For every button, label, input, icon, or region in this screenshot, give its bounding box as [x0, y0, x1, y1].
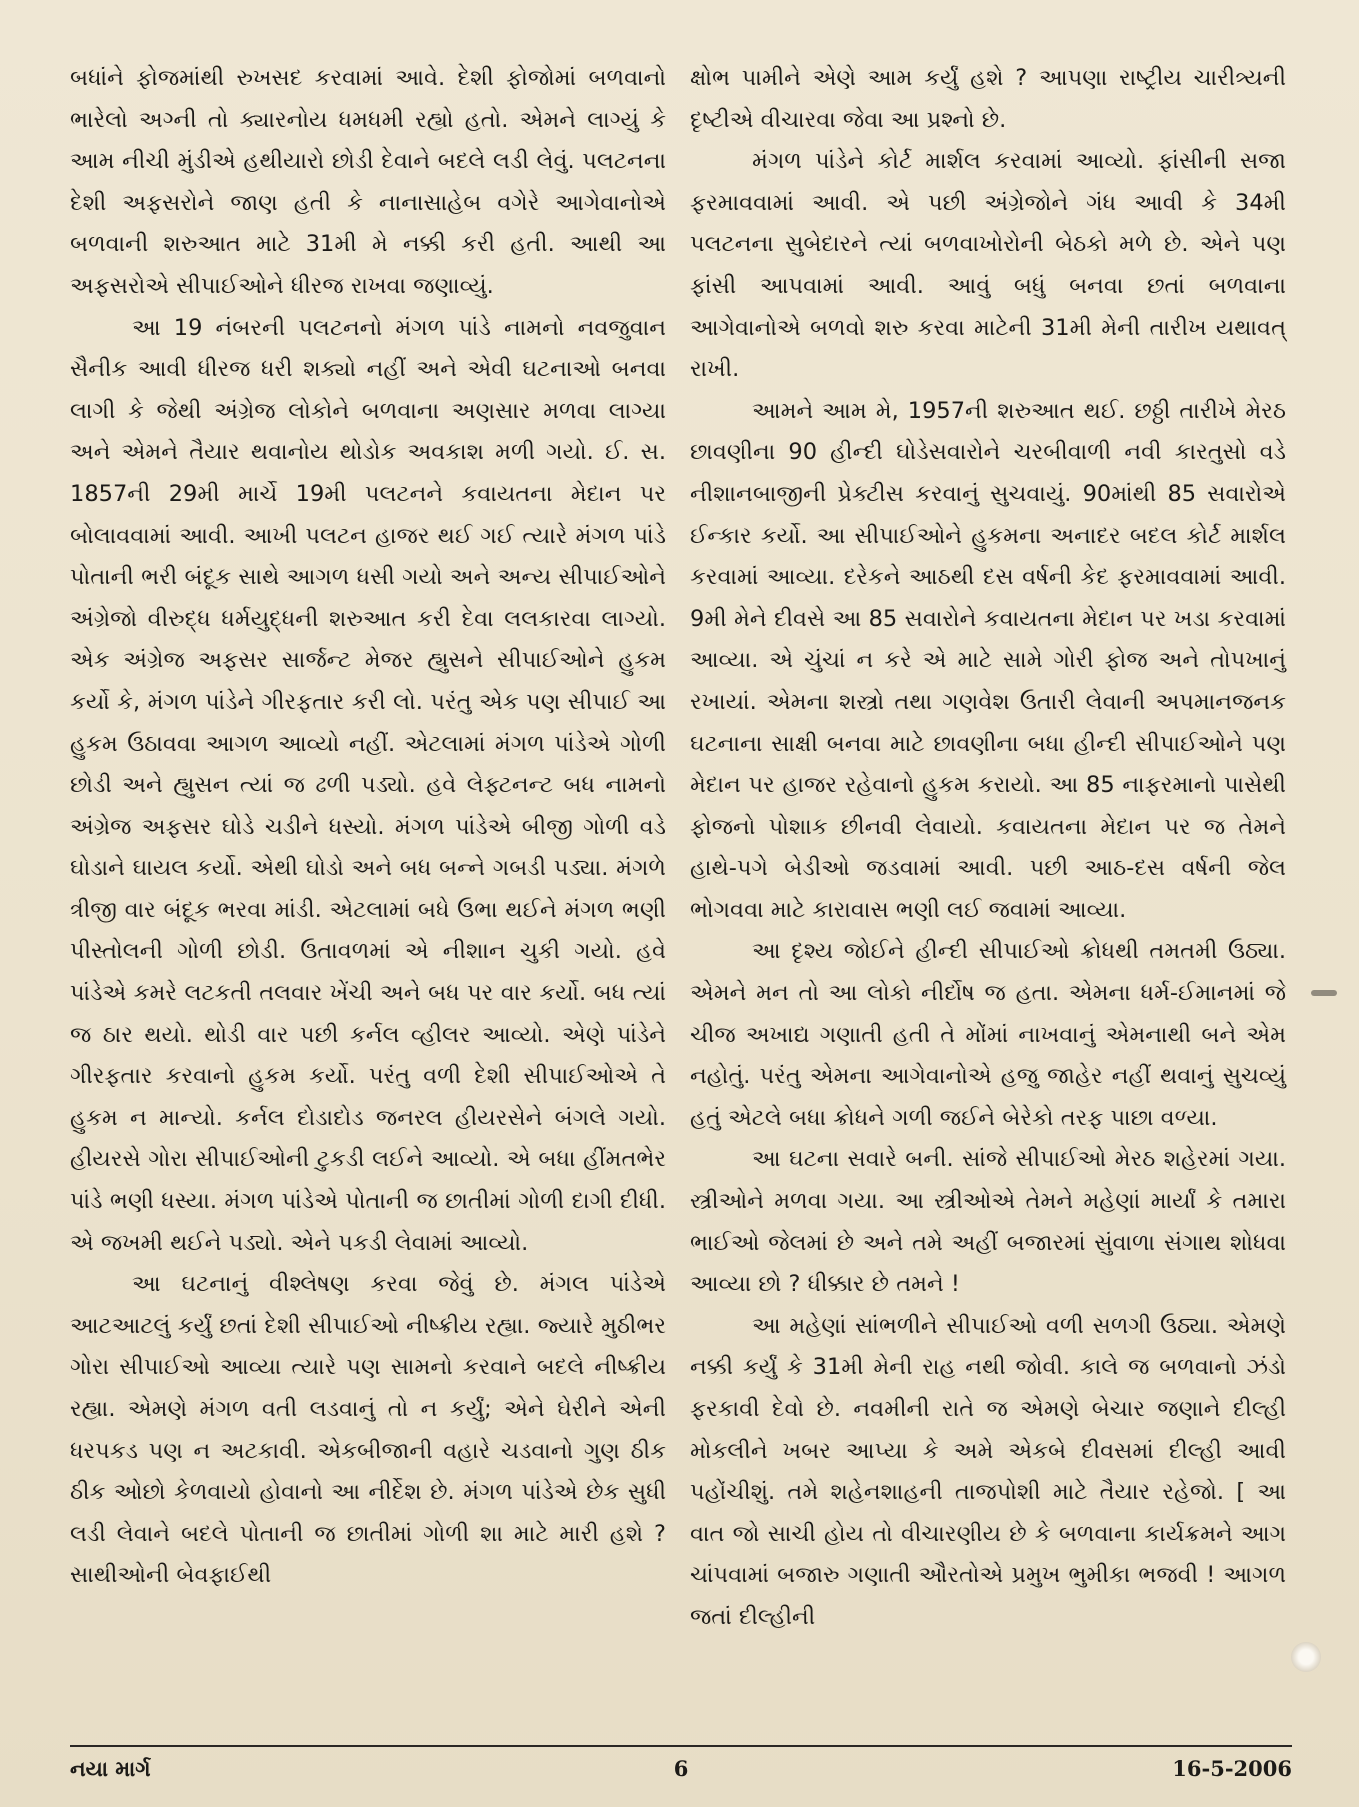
magazine-name: નયા માર્ગ — [70, 1756, 151, 1781]
paragraph: આ ઘટનાનું વીશ્લેષણ કરવા જેવું છે. મંગલ પાંડેએ આટઆટલું કર્યું છતાં દેશી સીપાઈઓ નીષ્ક્રીય રહ્યા. જ્યારે મુઠીભર ગોરા સીપાઈઓ આવ્યા ત્યારે પણ સામનો કરવાને બદલે નીષ્ક્રીય રહ્યા. એમણે મંગળ વતી લડવાનું તો ન કર્યું; એને ઘેરીને એની ધરપકડ પણ ન અટકાવી. એકબીજાની વહારે ચડવાનો ગુણ ઠીક ઠીક ઓછો કેળવાયો હોવાનો આ નીર્દેશ છે. મંગળ પાંડેએ છેક સુધી લડી લેવાને બદલે પોતાની જ છાતીમાં ગોળી શા માટે મારી હશે ? સાથીઓની બેવફાઈથી — [70, 1271, 666, 1589]
footer-divider — [70, 1745, 1292, 1747]
binder-hole-mark — [1311, 990, 1337, 996]
article-column-left — [70, 58, 666, 1597]
paragraph: આ ઘટના સવારે બની. સાંજે સીપાઈઓ મેરઠ શહેરમાં ગયા. સ્ત્રીઓને મળવા ગયા. આ સ્ત્રીઓએ તેમને મહેણાં માર્યાં કે તમારા ભાઈઓ જેલમાં છે અને તમે અહીં બજારમાં સુંવાળા સંગાથ શોધવા આવ્યા છો ? ધીક્કાર છે તમને ! — [690, 1146, 1286, 1298]
paragraph: મંગળ પાંડેને કોર્ટ માર્શલ કરવામાં આવ્યો. ફાંસીની સજા ફરમાવવામાં આવી. એ પછી અંગ્રેજોને ગંધ આવી કે 34મી પલટનના સુબેદારને ત્યાં બળવાખોરોની બેઠકો મળે છે. એને પણ ફાંસી આપવામાં આવી. આવું બધું બનવા છતાં બળવાના આગેવાનોએ બળવો શરુ કરવા માટેની 31મી મેની તારીખ યથાવત્ રાખી. — [690, 148, 1286, 383]
paragraph: આ દૃશ્ય જોઈને હીન્દી સીપાઈઓ ક્રોધથી તમતમી ઉઠ્યા. એમને મન તો આ લોકો નીર્દોષ જ હતા. એમના ધર્મ-ઈમાનમાં જે ચીજ અખાદ્ય ગણાતી હતી તે મોંમાં નાખવાનું એમનાથી બને એમ નહોતું. પરંતુ એમના આગેવાનોએ હજુ જાહેર નહીં થવાનું સુચવ્યું હતું એટલે બધા ક્રોધને ગળી જઈને બેરેકો તરફ પાછા વળ્યા. — [690, 938, 1286, 1131]
article-column-right — [690, 58, 1286, 1639]
page-number: 6 — [673, 1756, 689, 1781]
issue-date: 16-5-2006 — [1172, 1756, 1292, 1781]
paragraph: આ મહેણાં સાંભળીને સીપાઈઓ વળી સળગી ઉઠ્યા. એમણે નક્કી કર્યું કે 31મી મેની રાહ નથી જોવી. કાલે જ બળવાનો ઝંડો ફરકાવી દેવો છે. નવમીની રાતે જ એમણે બેચાર જણાને દીલ્હી મોકલીને ખબર આપ્યા કે અમે એકબે દીવસમાં દીલ્હી આવી પહોંચીશું. તમે શહેનશાહની તાજપોશી માટે તૈયાર રહેજો. [ આ વાત જો સાચી હોય તો વીચારણીય છે કે બળવાના કાર્યક્રમને આગ ચાંપવામાં બજારુ ગણાતી ઔરતોએ પ્રમુખ ભુમીકા ભજવી ! આગળ જતાં દીલ્હીની — [690, 1312, 1286, 1630]
paragraph: આ 19 નંબરની પલટનનો મંગળ પાંડે નામનો નવજુવાન સૈનીક આવી ધીરજ ધરી શક્યો નહીં અને એવી ઘટનાઓ બનવા લાગી કે જેથી અંગ્રેજ લોકોને બળવાના અણસાર મળવા લાગ્યા અને એમને તૈયાર થવાનોય થોડોક અવકાશ મળી ગયો. ઈ. સ. 1857ની 29મી માર્ચે 19મી પલટનને કવાયતના મેદાન પર બોલાવવામાં આવી. આખી પલટન હાજર થઈ ગઈ ત્યારે મંગળ પાંડે પોતાની ભરી બંદૂક સાથે આગળ ધસી ગયો અને અન્ય સીપાઈઓને અંગ્રેજો વીરુદ્ધ ધર્મયુદ્ધની શરુઆત કરી દેવા લલકારવા લાગ્યો. એક અંગ્રેજ અફસર સાર્જન્ટ મેજર હ્યુસને સીપાઈઓને હુકમ કર્યો કે, મંગળ પાંડેને ગીરફતાર કરી લો. પરંતુ એક પણ સીપાઈ આ હુકમ ઉઠાવવા આગળ આવ્યો નહીં. એટલામાં મંગળ પાંડેએ ગોળી છોડી અને હ્યુસન ત્યાં જ ઢળી પડ્યો. હવે લેફ્ટનન્ટ બધ નામનો અંગ્રેજ અફસર ઘોડે ચડીને ધસ્યો. મંગળ પાંડેએ બીજી ગોળી વડે ઘોડાને ઘાયલ કર્યો. એથી ઘોડો અને બધ બન્ને ગબડી પડ્યા. મંગળે ત્રીજી વાર બંદૂક ભરવા માંડી. એટલામાં બધે ઉભા થઈને મંગળ ભણી પીસ્તોલની ગોળી છોડી. ઉતાવળમાં એ નીશાન ચુકી ગયો. હવે પાંડેએ કમરે લટકતી તલવાર ખેંચી અને બધ પર વાર કર્યો. બધ ત્યાં જ ઠાર થયો. થોડી વાર પછી કર્નલ વ્હીલર આવ્યો. એણે પાંડેને ગીરફતાર કરવાનો હુકમ કર્યો. પરંતુ વળી દેશી સીપાઈઓએ તે હુકમ ન માન્યો. કર્નલ દોડાદોડ જનરલ હીયરસેને બંગલે ગયો. હીયરસે ગોરા સીપાઈઓની ટુકડી લઈને આવ્યો. એ બધા હીંમતભેર પાંડે ભણી ધસ્યા. મંગળ પાંડેએ પોતાની જ છાતીમાં ગોળી દાગી દીધી. એ જખમી થઈને પડ્યો. એને પકડી લેવામાં આવ્યો. — [70, 314, 666, 1256]
paragraph: આમને આમ મે, 1957ની શરુઆત થઈ. છઠ્ઠી તારીખે મેરઠ છાવણીના 90 હીન્દી ઘોડેસવારોને ચરબીવાળી નવી કારતુસો વડે નીશાનબાજીની પ્રેક્ટીસ કરવાનું સુચવાયું. 90માંથી 85 સવારોએ ઈન્કાર કર્યો. આ સીપાઈઓને હુકમના અનાદર બદલ કોર્ટ માર્શલ કરવામાં આવ્યા. દરેકને આઠથી દસ વર્ષની કેદ ફરમાવવામાં આવી. 9મી મેને દીવસે આ 85 સવારોને કવાયતના મેદાન પર ખડા કરવામાં આવ્યા. એ ચુંચાં ન કરે એ માટે સામે ગોરી ફોજ અને તોપખાનું રખાયાં. એમના શસ્ત્રો તથા ગણવેશ ઉતારી લેવાની અપમાનજનક ઘટનાના સાક્ષી બનવા માટે છાવણીના બધા હીન્દી સીપાઈઓને પણ મેદાન પર હાજર રહેવાનો હુકમ કરાયો. આ 85 નાફરમાનો પાસેથી ફોજનો પોશાક છીનવી લેવાયો. કવાયતના મેદાન પર જ તેમને હાથે-પગે બેડીઓ જડવામાં આવી. પછી આઠ-દસ વર્ષની જેલ ભોગવવા માટે કારાવાસ ભણી લઈ જવામાં આવ્યા. — [690, 397, 1286, 923]
punch-hole — [1291, 1642, 1321, 1672]
page-footer — [70, 1756, 1292, 1792]
paragraph: બધાંને ફોજમાંથી રુખસદ કરવામાં આવે. દેશી ફોજોમાં બળવાનો ભારેલો અગ્ની તો ક્યારનોય ધમધમી રહ્યો હતો. એમને લાગ્યું કે આમ નીચી મુંડીએ હથીયારો છોડી દેવાને બદલે લડી લેવું. પલટનના દેશી અફસરોને જાણ હતી કે નાનાસાહેબ વગેરે આગેવાનોએ બળવાની શરુઆત માટે 31મી મે નક્કી કરી હતી. આથી આ અફસરોએ સીપાઈઓને ધીરજ રાખવા જણાવ્યું. — [70, 65, 666, 299]
paragraph: ક્ષોભ પામીને એણે આમ કર્યું હશે ? આપણા રાષ્ટ્રીય ચારીત્ર્યની દૃષ્ટીએ વીચારવા જેવા આ પ્રશ્નો છે. — [690, 65, 1286, 133]
